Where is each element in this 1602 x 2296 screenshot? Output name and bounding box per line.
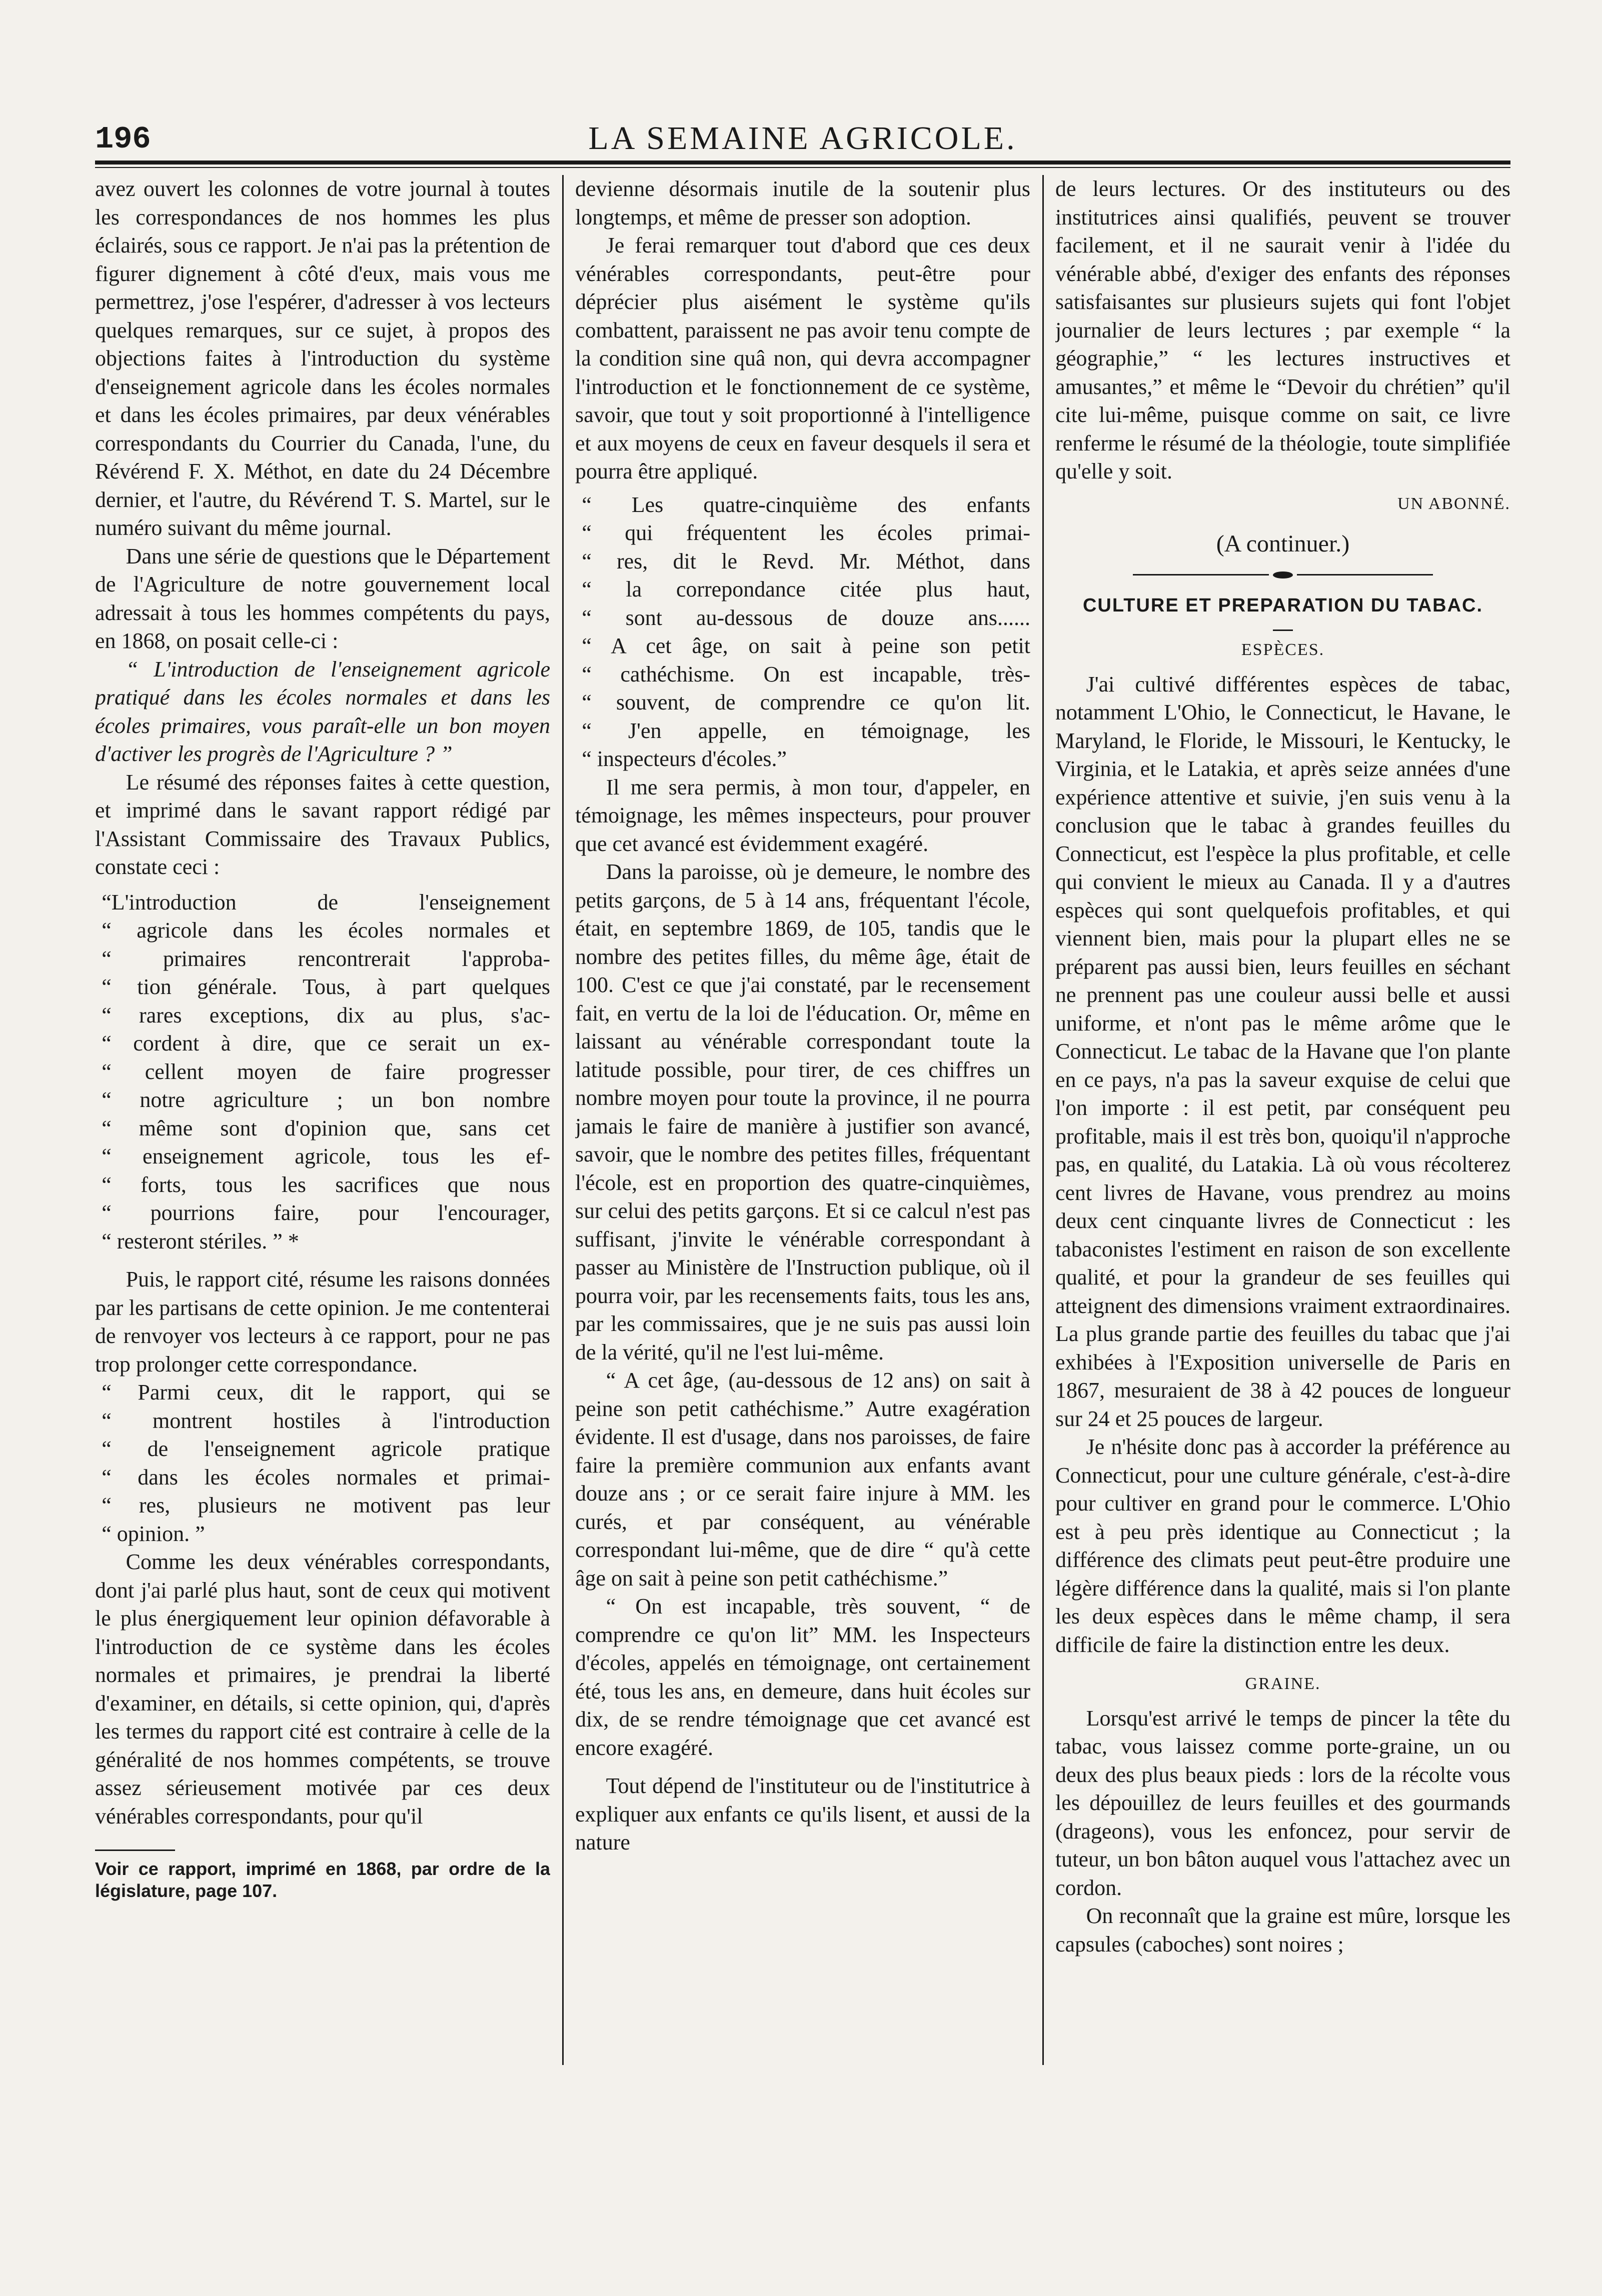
section-title: CULTURE ET PREPARATION DU TABAC. xyxy=(1082,594,1483,616)
article-columns xyxy=(95,175,1510,2215)
paragraph: Puis, le rapport cité, résume les raisons données par les partisans de cette opinion. Je me contenterai de renvoyer vos lecteurs à ce rapport, pour ne pas trop prolonger cette correspondance. xyxy=(95,1267,550,1376)
paragraph: Lorsqu'est arrivé le temps de pincer la tête du tabac, vous laissez comme porte-graine, un ou deux des plus beaux pieds : lors de la récolte vous les dépouillez de leurs feuilles et des gourmands (drageons), vous les enfoncez, pour servir de tuteur, un bon bâton auquel vous l'attachez avec un cordon. xyxy=(1055,1706,1510,1900)
quote-line: “ cathéchisme. On est incapable, très- xyxy=(582,662,1030,686)
paragraph: devienne désormais inutile de la soutenir plus longtemps, et même de presser son adoption. xyxy=(575,176,1030,230)
publication-title: LA SEMAINE AGRICOLE. xyxy=(588,120,1017,156)
quote-line: “ forts, tous les sacrifices que nous xyxy=(102,1172,550,1197)
report-quote xyxy=(95,1378,550,1548)
quoted-letter xyxy=(575,491,1030,774)
quote-line: “L'introduction de l'enseignement xyxy=(102,890,550,914)
quote-line: “ A cet âge, on sait à peine son petit xyxy=(582,634,1030,658)
footnote-separator xyxy=(95,1850,175,1851)
column-3 xyxy=(1055,175,1510,2215)
quote-line: “ qui fréquentent les écoles primai- xyxy=(582,520,1030,545)
signature: UN ABONNÉ. xyxy=(1397,494,1510,513)
paragraph: Comme les deux vénérables correspondants, dont j'ai parlé plus haut, sont de ceux qui motivent le plus énergiquement leur opinion défavorable à l'introduction de ce système dans les écoles normales et primaires, je prendrai la liberté d'examiner, en détails, si cette opinion, qui, d'après les termes du rapport cité est contraire à celle de la généralité de nos hommes compétents, se trouve assez sérieusement motivée par ces deux vénérables correspondants, pour qu'il xyxy=(95,1550,550,1828)
quote-line: “ inspecteurs d'écoles.” xyxy=(582,746,787,771)
quote-line: “ Parmi ceux, dit le rapport, qui se xyxy=(102,1380,550,1404)
quote-line: “ Les quatre-cinquième des enfants xyxy=(582,492,1030,517)
quote-line: “ montrent hostiles à l'introduction xyxy=(102,1408,550,1433)
footnote: Voir ce rapport, imprimé en 1868, par ordre de la législature, page 107. xyxy=(95,1858,550,1901)
quoted-question: “ L'introduction de l'enseignement agricole pratiqué dans les écoles normales et dans les écoles primaires, vous paraît-elle un bon moyen d'activer les progrès de l'Agriculture ? ” xyxy=(95,656,550,766)
subheading: GRAINE. xyxy=(1245,1674,1321,1693)
header-rule-thick xyxy=(95,160,1510,164)
report-quote xyxy=(95,888,550,1256)
quote-line: “ de l'enseignement agricole pratique xyxy=(102,1436,550,1461)
paragraph: Il me sera permis, à mon tour, d'appeler, en témoignage, les mêmes inspecteurs, pour prouver que cet avancé est évidemment exagéré. xyxy=(575,774,1030,856)
paragraph: “ On est incapable, très souvent, “ de comprendre ce qu'on lit” MM. les Inspecteurs d'écoles, appelés en témoignage, ont certainement été, tous les ans, en demeure, dans huit écoles sur dix, de se rendre témoignage que cet avancé est encore exagéré. xyxy=(575,1594,1030,1760)
paragraph: Dans la paroisse, où je demeure, le nombre des petits garçons, de 5 à 14 ans, fréquentant l'école, était, en septembre 1869, de 105, tandis que le nombre des petites filles, du même âge, était de 100. C'est ce que j'ai constaté, par le recensement fait, en vertu de la loi de l'éducation. Or, même en laissant au vénérable correspondant toute la latitude possible, pour tirer, de ces chiffres un nombre moyen pour toute la province, il ne pourra jamais le faire de manière à justifier son avancé, savoir, que le nombre des petites filles, fréquentant l'école, est en proportion des quatre-cinquièmes, sur celui des petits garçons. Et si ce calcul n'est pas suffisant, j'invite le vénérable correspondant à passer au Ministère de l'Instruction publique, où il pourra voir, par les recensements faits, tous les ans, par les commissaires, que je ne suis pas aussi loin de la vérité, qu'il ne l'est lui-même. xyxy=(575,860,1030,1364)
quote-line: “ res, plusieurs ne motivent pas leur xyxy=(102,1493,550,1518)
paragraph: Le résumé des réponses faites à cette question, et imprimé dans le savant rapport rédigé par l'Assistant Commissaire des Travaux Publics, constate ceci : xyxy=(95,770,550,879)
quote-line: “ opinion. ” xyxy=(102,1521,205,1546)
quote-line: “ primaires rencontrerait l'approba- xyxy=(102,946,550,971)
paragraph: avez ouvert les colonnes de votre journal à toutes les correspondances de nos hommes les plus éclairés, sous ce rapport. Je n'ai pas la prétention de figurer dignement à côté d'eux, mais vous me permettrez, j'ose l'espérer, d'adresser à vos lecteurs quelques remarques, sur ce sujet, à propos des objections faites à l'introduction du système d'enseignement agricole dans les écoles normales et dans les écoles primaires, par deux vénérables correspondants du Courrier du Canada, l'une, du Révérend F. X. Méthot, en date du 24 Décembre dernier, et l'autre, du Révérend T. S. Martel, sur le numéro suivant du même journal. xyxy=(95,176,550,540)
short-dash xyxy=(1273,630,1293,631)
quote-line: “ res, dit le Revd. Mr. Méthot, dans xyxy=(582,548,1030,574)
quote-line: “ J'en appelle, en témoignage, les xyxy=(582,718,1030,743)
paragraph: Je ferai remarquer tout d'abord que ces deux vénérables correspondants, peut-être pour déprécier plus aisément le système qu'ils combattent, paraissent ne pas avoir tenu compte de la condition sine quâ non, qui devra accompagner l'introduction et le fonctionnement de ce système, savoir, que tout y soit proportionné à l'intelligence et aux moyens de ceux en faveur desquels il sera et pourra être appliqué. xyxy=(575,233,1030,484)
paragraph: de leurs lectures. Or des instituteurs ou des institutrices ainsi qualifiés, peuvent se trouver facilement, et il ne saurait venir à l'idée du vénérable abbé, d'exiger des enfants des réponses satisfaisantes sur plusieurs sujets qui font l'objet journalier de leurs lectures ; par exemple “ la géographie,” “ les lectures instructives et amusantes,” et même le “Devoir du chrétien” qu'il cite lui-même, puisque comme on sait, ce livre renferme le résumé de la théologie, toute simplifiée qu'elle y soit. xyxy=(1055,176,1510,484)
paragraph: Dans une série de questions que le Département de l'Agriculture de notre gouvernement local adressait à tous les hommes compétents du pays, en 1868, on posait celle-ci : xyxy=(95,544,550,653)
quote-line: “ agricole dans les écoles normales et xyxy=(102,918,550,942)
page-header xyxy=(95,112,1510,158)
quote-line: “ sont au-dessous de douze ans...... xyxy=(582,605,1030,630)
paragraph: “ A cet âge, (au-dessous de 12 ans) on sait à peine son petit cathéchisme.” Autre exagération évidente. Il est d'usage, dans nos paroisses, de faire faire la première communion aux enfants avant douze ans ; or ce serait faire injure à MM. les curés, et par conséquent, au vénérable correspondant lui-même, que de dire “ qu'à cette âge on sait à peine son petit cathéchisme.” xyxy=(575,1368,1030,1590)
quote-line: “ cordent à dire, que ce serait un ex- xyxy=(102,1031,550,1056)
quote-line: “ dans les écoles normales et primai- xyxy=(102,1464,550,1490)
quote-line: “ rares exceptions, dix au plus, s'ac- xyxy=(102,1002,550,1028)
quote-line: “ la correpondance citée plus haut, xyxy=(582,577,1030,602)
quote-line: “ pourrions faire, pour l'encourager, xyxy=(102,1200,550,1225)
newspaper-page xyxy=(95,112,1510,2242)
column-2 xyxy=(575,175,1030,2215)
quote-line: “ notre agriculture ; un bon nombre xyxy=(102,1088,550,1112)
paragraph: Tout dépend de l'instituteur ou de l'institutrice à expliquer aux enfants ce qu'ils lisent, et aussi de la nature xyxy=(575,1774,1030,1854)
column-divider xyxy=(550,175,575,2215)
paragraph: Je n'hésite donc pas à accorder la préférence au Connecticut, pour une culture générale, c'est-à-dire pour cultiver en grand pour le commerce. L'Ohio est à peu près identique au Connecticut ; la différence des climats peut peut-être produire une légère différence dans la qualité, mais si l'on plante les deux espèces dans le même champ, il sera difficile de faire la distinction entre les deux. xyxy=(1055,1434,1510,1657)
column-1 xyxy=(95,175,550,2215)
quote-line: “ resteront stériles. ” * xyxy=(102,1228,299,1254)
paragraph: On reconnaît que la graine est mûre, lorsque les capsules (caboches) sont noires ; xyxy=(1055,1904,1510,1956)
subheading: ESPÈCES. xyxy=(1241,640,1325,659)
paragraph: J'ai cultivé différentes espèces de tabac, notamment L'Ohio, le Connecticut, le Havane, le Maryland, le Floride, le Missouri, le Kentucky, le Virginia, et le Latakia, et après seize années d'une expérience attentive et suivie, j'en suis venu à la conclusion que le tabac à grandes feuilles du Connecticut, est l'espèce la plus profitable, et celle qui convient le mieux au Canada. Il y a d'autres espèces qui sont quelquefois profitables, et qui viennent bien, mais pour la plupart elles ne se préparent pas aussi bien, leurs feuilles en séchant ne prennent pas une couleur aussi belle et aussi uniforme, et n'ont pas le même arôme que le Connecticut. Le tabac de la Havane que l'on plante en ce pays, n'a pas la saveur exquise de celui que l'on importe : il est petit, par conséquent peu profitable, mais il est très bon, quoiqu'il n'approche pas, en qualité, du Latakia. Là où vous récolterez cent livres de Havane, vous prendrez au moins deux cent cinquante livres de Connecticut : les tabaconistes l'estiment en raison de son excellente qualité, et pour la grandeur de ses feuilles qui atteignent des dimensions vraiment extraordinaires. La plus grande partie des feuilles du tabac que j'ai exhibées à l'Exposition universelle de Paris en 1867, mesuraient de 38 à 42 pouces de longueur sur 24 et 25 pouces de largeur. xyxy=(1055,672,1510,1431)
page-number: 196 xyxy=(95,122,151,157)
quote-line: “ cellent moyen de faire progresser xyxy=(102,1059,550,1084)
quote-line: “ souvent, de comprendre ce qu'on lit. xyxy=(582,690,1030,714)
quote-line: “ même sont d'opinion que, sans cet xyxy=(102,1116,550,1140)
quote-line: “ tion générale. Tous, à part quelques xyxy=(102,974,550,999)
header-rule-thin xyxy=(95,167,1510,168)
column-divider xyxy=(1030,175,1055,2215)
quote-line: “ enseignement agricole, tous les ef- xyxy=(102,1144,550,1168)
continued-note: (A continuer.) xyxy=(1216,530,1350,557)
ornamental-divider xyxy=(1133,572,1433,578)
